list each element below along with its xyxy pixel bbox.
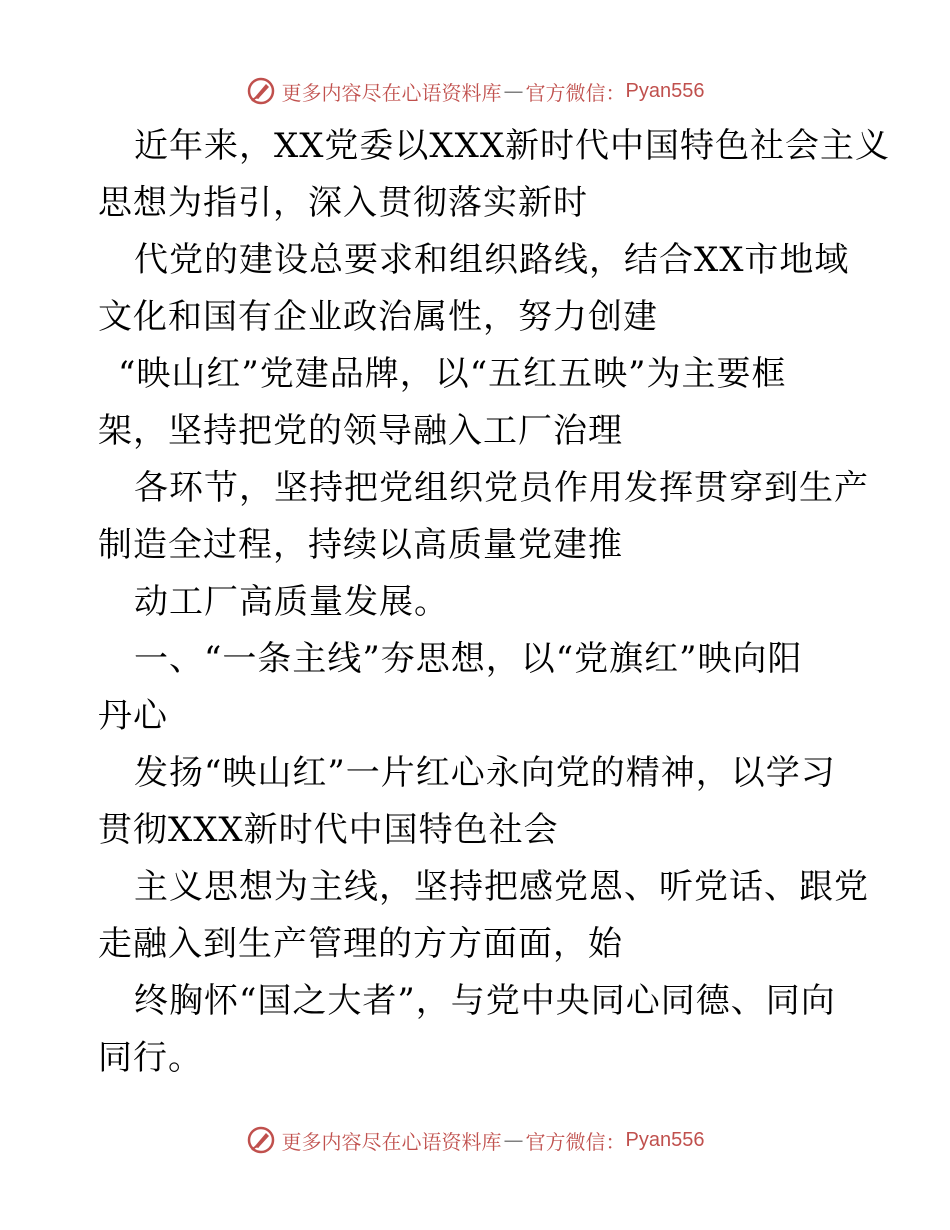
paragraph-line: 思想为指引，深入贯彻落实新时 (98, 183, 588, 223)
paragraph-line: 架，坚持把党的领导融入工厂治理 (98, 411, 623, 451)
paragraph-line: 发扬“映山红”一片红心永向党的精神，以学习 (134, 753, 836, 793)
banner-wechat-label: 官方微信： (525, 1129, 626, 1154)
pen-logo-icon (246, 1125, 276, 1155)
paragraph-line: 主义思想为主线，坚持把感党恩、听党话、跟党 (134, 867, 869, 907)
banner-separator: — (503, 1128, 524, 1152)
banner-main-text: 更多内容尽在心语资料库 (281, 1129, 502, 1154)
paragraph-line: 终胸怀“国之大者”，与党中央同心同德、同向 (134, 981, 836, 1021)
paragraph-line: 贯彻XXX新时代中国特色社会 (98, 810, 559, 850)
banner-wechat-id: Pyan556 (625, 1128, 705, 1151)
banner-wechat-id: Pyan556 (625, 79, 705, 102)
paragraph-line: 动工厂高质量发展。 (134, 582, 449, 622)
paragraph-line: 走融入到生产管理的方方面面，始 (98, 924, 623, 964)
paragraph-line: 代党的建设总要求和组织路线，结合XX市地域 (134, 240, 850, 280)
section-heading-line: 丹心 (98, 696, 168, 736)
paragraph-line: 近年来，XX党委以XXX新时代中国特色社会主义 (134, 126, 891, 166)
document-body (98, 118, 891, 1087)
banner-separator: — (503, 79, 524, 103)
paragraph-line: 文化和国有企业政治属性，努力创建 (98, 297, 658, 337)
section-heading-line: 一、“一条主线”夯思想，以“党旗红”映向阳 (134, 639, 803, 679)
paragraph-line: 各环节，坚持把党组织党员作用发挥贯穿到生产 (134, 468, 869, 508)
header-watermark-banner (0, 71, 950, 111)
banner-wechat-label: 官方微信： (525, 80, 626, 105)
paragraph-line: “映山红”党建品牌，以“五红五映”为主要框 (118, 354, 787, 394)
paragraph-line: 同行。 (98, 1038, 203, 1078)
footer-watermark-banner (0, 1120, 950, 1160)
paragraph-line: 制造全过程，持续以高质量党建推 (98, 525, 623, 565)
pen-logo-icon (246, 76, 276, 106)
banner-main-text: 更多内容尽在心语资料库 (281, 80, 502, 105)
